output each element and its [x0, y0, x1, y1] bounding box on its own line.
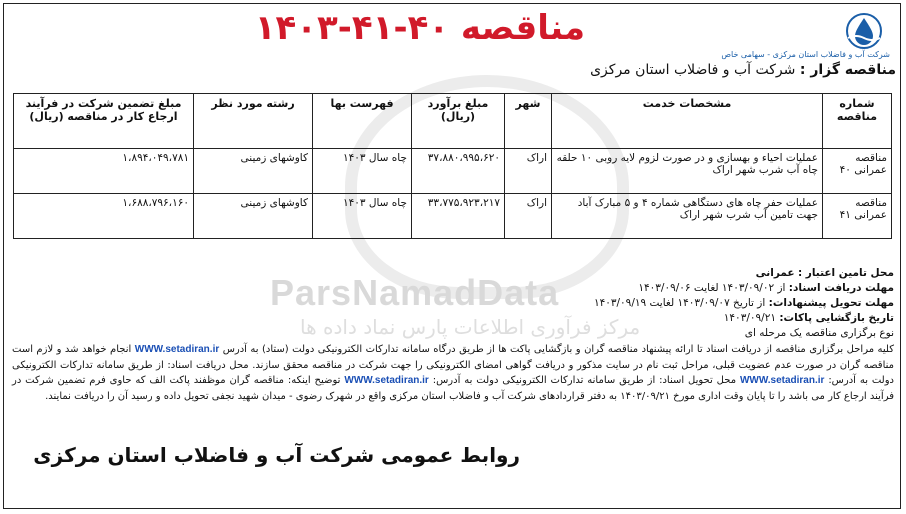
tender-info: [14, 266, 894, 341]
submit-value: از تاریخ ۱۴۰۳/۰۹/۰۷ لغایت ۱۴۰۳/۰۹/۱۹: [593, 297, 766, 309]
organizer-line: [590, 62, 896, 78]
cell-tender-number: مناقصه عمرانی ۴۱: [823, 194, 892, 239]
cell-field: کاوشهای زمینی: [194, 149, 313, 194]
company-logo: [721, 12, 890, 67]
table-row: [14, 149, 892, 194]
table-header-row: [14, 94, 892, 149]
tender-table: [13, 93, 892, 239]
col-guarantee: مبلغ تضمین شرکت در فرآیند ارجاع کار در مناقصه (ریال): [14, 94, 194, 149]
organizer-name: شرکت آب و فاضلاب استان مرکزی: [590, 62, 796, 78]
tender-type-line: نوع برگزاری مناقصه یک مرحله ای: [744, 327, 894, 339]
opening-label: تاریخ بازگشایی پاکات:: [779, 312, 894, 324]
setad-link[interactable]: WWW.setadiran.ir: [739, 375, 825, 387]
cell-city: اراک: [505, 194, 552, 239]
docs-label: مهلت دریافت اسناد:: [788, 282, 894, 294]
cell-tender-number: مناقصه عمرانی ۴۰: [823, 149, 892, 194]
col-estimate: مبلغ برآورد (ریال): [412, 94, 505, 149]
cell-guarantee: ۱،۸۹۴،۰۴۹،۷۸۱: [14, 149, 194, 194]
terms-text-4: توضیح اینکه: مناقصه گران موظفند پاکت الف که حاوی فرم تضمین شرکت در فرآیند ارجاع کار می باشد را تا پایان وقت اداری مورخ ۱۴۰۳/۰۹/۲۱ به دفتر قراردادهای شرکت آب و فاضلاب استان مرکزی واقع در شهرک رضوی - میدان شهید نجفی تحویل داده و رسید آن را دریافت نمایند.: [12, 375, 894, 402]
terms-text-2: انجام خواهد شد و لازم است مناقصه گران در صورت عدم عضویت قبلی، مراحل ثبت نام در سایت مذکور و دریافت گواهی امضای الکترونیکی را جهت شرکت در مناقصه محقق سازند. محل دریافت اسناد: از طریق سامانه تدارکات الکترونیکی دولت به آدرس:: [12, 344, 895, 387]
cell-price-list: چاه سال ۱۴۰۳: [313, 149, 412, 194]
logo-caption: شرکت آب و فاضلاب استان مرکزی - سهامی خاص: [721, 50, 890, 59]
col-field: رشته مورد نظر: [194, 94, 313, 149]
organizer-label: مناقصه گزار :: [799, 62, 896, 78]
water-drop-logo-icon: [842, 12, 886, 50]
col-city: شهر: [505, 94, 552, 149]
setad-link[interactable]: WWW.setadiran.ir: [134, 344, 220, 355]
terms-paragraph: [12, 342, 894, 404]
docs-deadline-line: [14, 281, 894, 296]
tender-title: مناقصه ۴۰-۴۱-۱۴۰۳: [254, 8, 585, 48]
docs-value: از ۱۴۰۳/۰۹/۰۲ لغایت ۱۴۰۳/۰۹/۰۶: [638, 282, 786, 294]
watermark-latin: ParsNamadData: [270, 272, 560, 313]
cell-estimate: ۳۳،۷۷۵،۹۲۳،۲۱۷: [412, 194, 505, 239]
opening-date-line: [14, 311, 894, 326]
submit-label: مهلت تحویل پیشنهادات:: [768, 297, 894, 309]
public-relations-signature: روابط عمومی شرکت آب و فاضلاب استان مرکزی: [33, 443, 520, 467]
submit-deadline-line: [14, 296, 894, 311]
terms-text-1: کلیه مراحل برگزاری مناقصه از دریافت اسناد تا ارائه پیشنهاد مناقصه گران و بازگشایی پاکت ها از طریق درگاه سامانه تدارکات الکترونیکی دولت (ستاد) به آدرس: [222, 344, 894, 355]
opening-value: ۱۴۰۳/۰۹/۲۱: [723, 312, 776, 324]
watermark-persian: مرکز فرآوری اطلاعات پارس نماد داده ها: [300, 315, 641, 339]
cell-service-spec: عملیات حفر چاه های دستگاهی شماره ۴ و ۵ مبارک آباد جهت تامین آب شرب شهر اراک: [552, 194, 823, 239]
terms-text-3: محل تحویل اسناد: از طریق سامانه تدارکات الکترونیکی دولت به آدرس:: [432, 375, 737, 387]
table-row: [14, 194, 892, 239]
funding-label: محل تامین اعتبار :: [797, 267, 894, 279]
cell-field: کاوشهای زمینی: [194, 194, 313, 239]
cell-guarantee: ۱،۶۸۸،۷۹۶،۱۶۰: [14, 194, 194, 239]
setad-link[interactable]: WWW.setadiran.ir: [344, 375, 429, 387]
cell-price-list: چاه سال ۱۴۰۳: [313, 194, 412, 239]
cell-estimate: ۳۷،۸۸۰،۹۹۵،۶۲۰: [412, 149, 505, 194]
cell-city: اراک: [505, 149, 552, 194]
col-service-spec: مشخصات خدمت: [552, 94, 823, 149]
cell-service-spec: عملیات احیاء و بهسازی و در صورت لزوم لایه روبی ۱۰ حلقه چاه آب شرب شهر اراک: [552, 149, 823, 194]
funding-value: عمرانی: [755, 267, 795, 279]
col-tender-number: شماره مناقصه: [823, 94, 892, 149]
funding-line: [14, 266, 894, 281]
col-price-list: فهرست بها: [313, 94, 412, 149]
